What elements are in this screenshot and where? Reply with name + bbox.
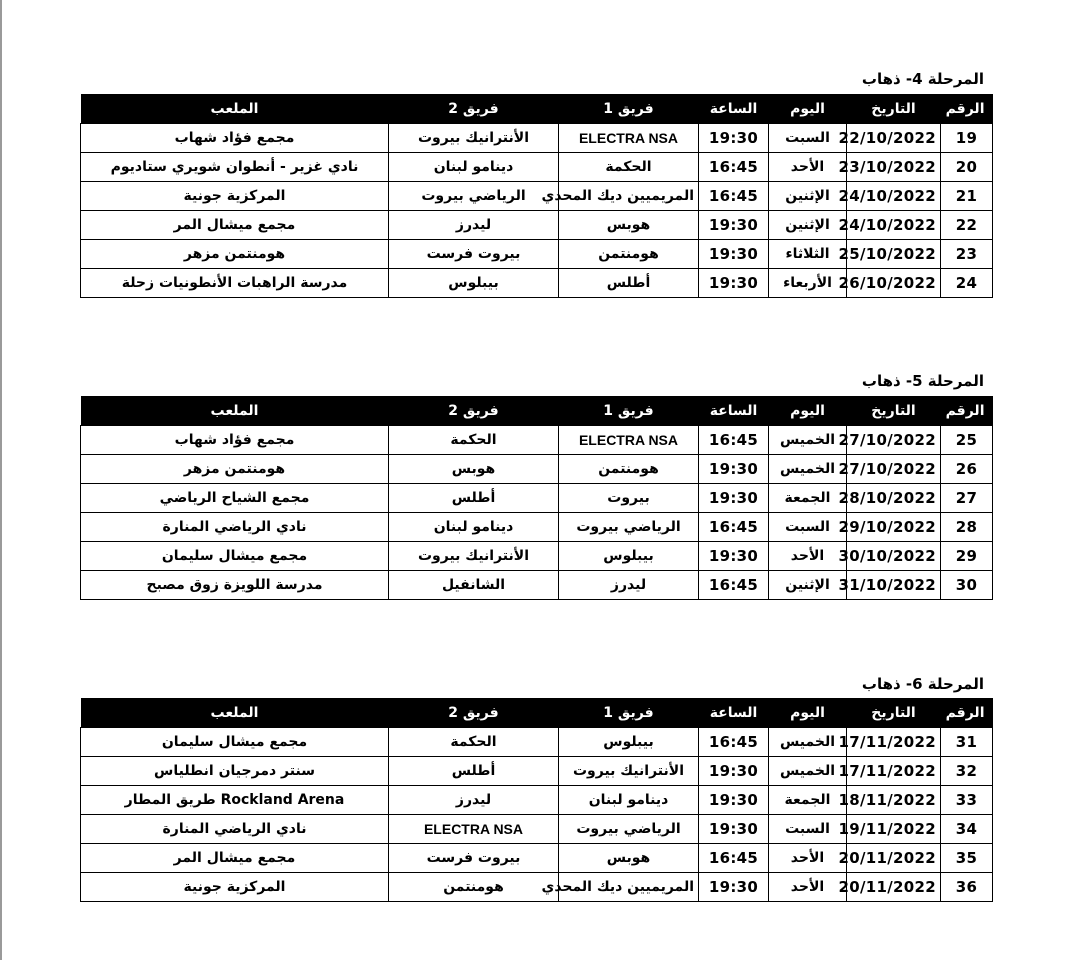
table-row <box>81 211 993 240</box>
cell-team2: هومنتمن <box>389 873 559 902</box>
table-row <box>81 571 993 600</box>
cell-num: 29 <box>941 542 993 571</box>
column-header-team2: فريق 2 <box>389 396 559 426</box>
column-header-venue: الملعب <box>81 396 389 426</box>
cell-day: الخميس <box>769 757 847 786</box>
cell-venue: هومنتمن مزهر <box>81 240 389 269</box>
column-header-team2: فريق 2 <box>389 94 559 124</box>
cell-team2: ليدرز <box>389 211 559 240</box>
cell-time: 16:45 <box>699 513 769 542</box>
cell-num: 21 <box>941 182 993 211</box>
cell-venue: مجمع ميشال سليمان <box>81 542 389 571</box>
cell-date: 27/10/2022 <box>847 426 941 455</box>
cell-venue: المركزية جونية <box>81 873 389 902</box>
cell-num: 27 <box>941 484 993 513</box>
cell-time: 19:30 <box>699 269 769 298</box>
table-row <box>81 182 993 211</box>
cell-team2: أطلس <box>389 757 559 786</box>
cell-date: 25/10/2022 <box>847 240 941 269</box>
column-header-time: الساعة <box>699 698 769 728</box>
cell-time: 19:30 <box>699 815 769 844</box>
cell-team2: دينامو لبنان <box>389 153 559 182</box>
cell-venue: المركزية جونية <box>81 182 389 211</box>
cell-team2: الرياضي بيروت <box>389 182 559 211</box>
table-row <box>81 844 993 873</box>
cell-team2: بيروت فرست <box>389 240 559 269</box>
cell-venue: نادي الرياضي المنارة <box>81 513 389 542</box>
column-header-date: التاريخ <box>847 396 941 426</box>
cell-num: 23 <box>941 240 993 269</box>
cell-venue: هومنتمن مزهر <box>81 455 389 484</box>
table-row <box>81 484 993 513</box>
cell-venue: نادي الرياضي المنارة <box>81 815 389 844</box>
cell-num: 30 <box>941 571 993 600</box>
column-header-venue: الملعب <box>81 698 389 728</box>
cell-date: 28/10/2022 <box>847 484 941 513</box>
cell-date: 17/11/2022 <box>847 728 941 757</box>
cell-time: 19:30 <box>699 757 769 786</box>
cell-date: 17/11/2022 <box>847 757 941 786</box>
cell-date: 20/11/2022 <box>847 873 941 902</box>
cell-venue: مجمع فؤاد شهاب <box>81 426 389 455</box>
cell-num: 36 <box>941 873 993 902</box>
cell-num: 31 <box>941 728 993 757</box>
cell-team1: بيبلوس <box>559 728 699 757</box>
column-header-day: اليوم <box>769 698 847 728</box>
cell-time: 19:30 <box>699 124 769 153</box>
table-row <box>81 757 993 786</box>
cell-team2: ELECTRA NSA <box>389 815 559 844</box>
stage-title: المرحلة 4- ذهاب <box>861 70 984 88</box>
cell-num: 32 <box>941 757 993 786</box>
cell-day: السبت <box>769 815 847 844</box>
cell-day: الإثنين <box>769 211 847 240</box>
column-header-venue: الملعب <box>81 94 389 124</box>
cell-team2: الشانفيل <box>389 571 559 600</box>
column-header-team2: فريق 2 <box>389 698 559 728</box>
cell-num: 28 <box>941 513 993 542</box>
table-header-row <box>81 396 993 426</box>
fixtures-table <box>80 94 993 298</box>
cell-venue: مجمع الشياح الرياضي <box>81 484 389 513</box>
cell-team2: الحكمة <box>389 728 559 757</box>
cell-num: 25 <box>941 426 993 455</box>
cell-date: 19/11/2022 <box>847 815 941 844</box>
cell-team2: دينامو لبنان <box>389 513 559 542</box>
cell-venue: نادي غزير - أنطوان شويري ستاديوم <box>81 153 389 182</box>
column-header-time: الساعة <box>699 396 769 426</box>
cell-team1: الرياضي بيروت <box>559 815 699 844</box>
table-row <box>81 815 993 844</box>
cell-day: السبت <box>769 124 847 153</box>
table-header-row <box>81 94 993 124</box>
cell-date: 18/11/2022 <box>847 786 941 815</box>
cell-team1: هومنتمن <box>559 455 699 484</box>
stage-title: المرحلة 6- ذهاب <box>861 675 984 693</box>
column-header-num: الرقم <box>941 94 993 124</box>
column-header-num: الرقم <box>941 698 993 728</box>
cell-day: الأحد <box>769 873 847 902</box>
cell-team2: الأنترانيك بيروت <box>389 124 559 153</box>
cell-team1: أطلس <box>559 269 699 298</box>
table-row <box>81 153 993 182</box>
cell-time: 19:30 <box>699 484 769 513</box>
cell-num: 34 <box>941 815 993 844</box>
cell-team1: الأنترانيك بيروت <box>559 757 699 786</box>
cell-num: 20 <box>941 153 993 182</box>
cell-team1: المريميين ديك المحدي <box>559 873 699 902</box>
cell-venue: Rockland Arena طريق المطار <box>81 786 389 815</box>
column-header-num: الرقم <box>941 396 993 426</box>
cell-date: 23/10/2022 <box>847 153 941 182</box>
cell-time: 19:30 <box>699 211 769 240</box>
cell-team1: بيروت <box>559 484 699 513</box>
cell-date: 20/11/2022 <box>847 844 941 873</box>
cell-num: 24 <box>941 269 993 298</box>
cell-num: 22 <box>941 211 993 240</box>
cell-team2: الأنترانيك بيروت <box>389 542 559 571</box>
cell-team1: دينامو لبنان <box>559 786 699 815</box>
cell-time: 19:30 <box>699 455 769 484</box>
cell-num: 35 <box>941 844 993 873</box>
column-header-day: اليوم <box>769 396 847 426</box>
cell-time: 16:45 <box>699 728 769 757</box>
cell-date: 26/10/2022 <box>847 269 941 298</box>
cell-day: الأربعاء <box>769 269 847 298</box>
cell-venue: مجمع ميشال سليمان <box>81 728 389 757</box>
table-row <box>81 786 993 815</box>
cell-day: الثلاثاء <box>769 240 847 269</box>
table-row <box>81 455 993 484</box>
cell-date: 24/10/2022 <box>847 211 941 240</box>
table-row <box>81 728 993 757</box>
cell-num: 19 <box>941 124 993 153</box>
cell-date: 30/10/2022 <box>847 542 941 571</box>
cell-team2: الحكمة <box>389 426 559 455</box>
table-row <box>81 513 993 542</box>
stage-title: المرحلة 5- ذهاب <box>861 372 984 390</box>
cell-day: الخميس <box>769 426 847 455</box>
table-header-row <box>81 698 993 728</box>
cell-day: الأحد <box>769 542 847 571</box>
cell-time: 16:45 <box>699 426 769 455</box>
cell-date: 29/10/2022 <box>847 513 941 542</box>
cell-num: 33 <box>941 786 993 815</box>
cell-day: الإثنين <box>769 571 847 600</box>
cell-team1: هوبس <box>559 844 699 873</box>
page-left-edge <box>0 0 2 960</box>
cell-date: 22/10/2022 <box>847 124 941 153</box>
cell-venue: سنتر دمرجيان انطلياس <box>81 757 389 786</box>
cell-time: 16:45 <box>699 153 769 182</box>
cell-team2: هوبس <box>389 455 559 484</box>
cell-team2: أطلس <box>389 484 559 513</box>
cell-day: السبت <box>769 513 847 542</box>
table-row <box>81 269 993 298</box>
table-row <box>81 426 993 455</box>
column-header-day: اليوم <box>769 94 847 124</box>
cell-time: 19:30 <box>699 873 769 902</box>
cell-date: 27/10/2022 <box>847 455 941 484</box>
column-header-team1: فريق 1 <box>559 94 699 124</box>
cell-team1: المريميين ديك المحدي <box>559 182 699 211</box>
column-header-date: التاريخ <box>847 94 941 124</box>
cell-day: الجمعة <box>769 786 847 815</box>
cell-time: 19:30 <box>699 542 769 571</box>
cell-team1: هومنتمن <box>559 240 699 269</box>
cell-day: الأحد <box>769 844 847 873</box>
cell-team1: ELECTRA NSA <box>559 426 699 455</box>
cell-time: 19:30 <box>699 240 769 269</box>
table-row <box>81 873 993 902</box>
cell-team1: بيبلوس <box>559 542 699 571</box>
column-header-time: الساعة <box>699 94 769 124</box>
cell-venue: مدرسة الراهبات الأنطونيات زحلة <box>81 269 389 298</box>
cell-date: 31/10/2022 <box>847 571 941 600</box>
cell-team1: ELECTRA NSA <box>559 124 699 153</box>
cell-team1: الرياضي بيروت <box>559 513 699 542</box>
cell-time: 16:45 <box>699 844 769 873</box>
column-header-team1: فريق 1 <box>559 698 699 728</box>
cell-venue: مجمع ميشال المر <box>81 211 389 240</box>
cell-team1: الحكمة <box>559 153 699 182</box>
fixtures-table <box>80 396 993 600</box>
table-row <box>81 542 993 571</box>
cell-day: الخميس <box>769 455 847 484</box>
cell-time: 16:45 <box>699 182 769 211</box>
cell-day: الأحد <box>769 153 847 182</box>
cell-day: الإثنين <box>769 182 847 211</box>
table-row <box>81 124 993 153</box>
cell-venue: مجمع فؤاد شهاب <box>81 124 389 153</box>
cell-date: 24/10/2022 <box>847 182 941 211</box>
fixtures-table <box>80 698 993 902</box>
cell-venue: مجمع ميشال المر <box>81 844 389 873</box>
cell-time: 16:45 <box>699 571 769 600</box>
cell-time: 19:30 <box>699 786 769 815</box>
cell-num: 26 <box>941 455 993 484</box>
cell-day: الخميس <box>769 728 847 757</box>
column-header-date: التاريخ <box>847 698 941 728</box>
cell-venue: مدرسة اللويزة زوق مصبح <box>81 571 389 600</box>
cell-team1: ليدرز <box>559 571 699 600</box>
column-header-team1: فريق 1 <box>559 396 699 426</box>
cell-team2: ليدرز <box>389 786 559 815</box>
cell-day: الجمعة <box>769 484 847 513</box>
table-row <box>81 240 993 269</box>
cell-team1: هوبس <box>559 211 699 240</box>
cell-team2: بيبلوس <box>389 269 559 298</box>
cell-team2: بيروت فرست <box>389 844 559 873</box>
